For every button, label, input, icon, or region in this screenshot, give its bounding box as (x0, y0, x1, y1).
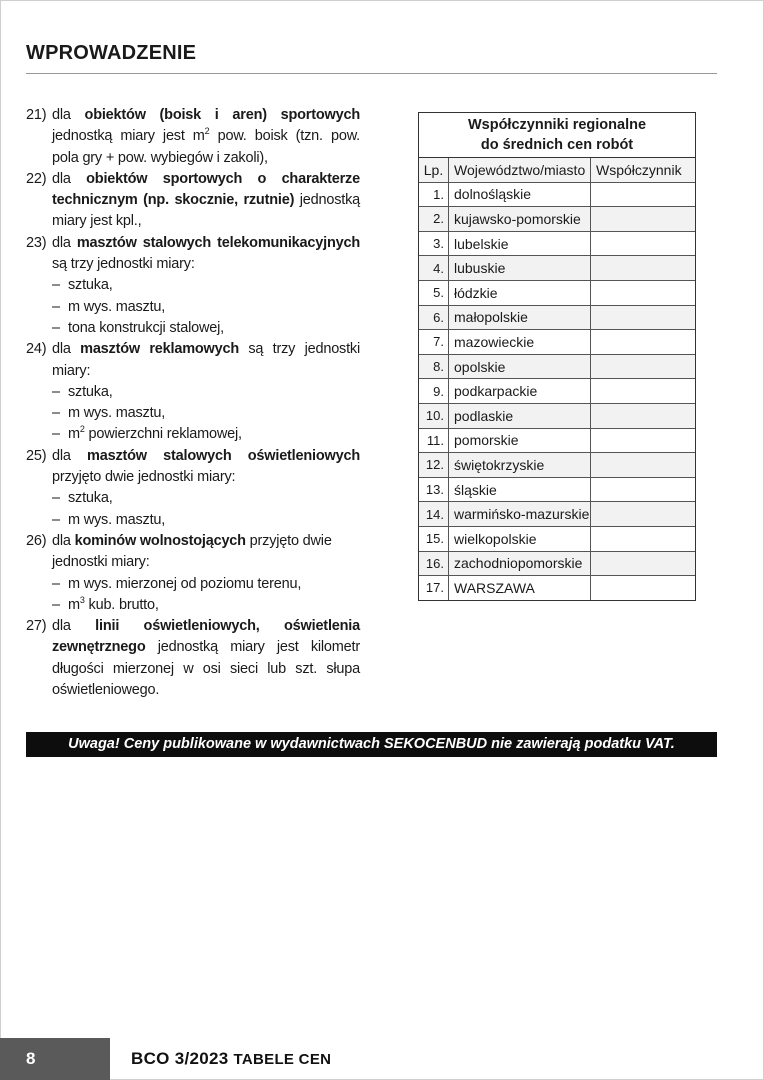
row-number: 3. (419, 231, 449, 256)
footer-publication (131, 1049, 331, 1069)
item-text: dla kominów wolnostojących przyjęto dwie jednostki miary: (52, 532, 332, 571)
footer-page-tab (0, 1038, 110, 1080)
item-text: dla masztów stalowych telekomunikacyjnych są trzy jednostki miary: (52, 234, 360, 273)
row-number: 11. (419, 428, 449, 453)
item-number: 27) (26, 618, 47, 635)
region-name: pomorskie (449, 428, 591, 453)
list-item-27 (26, 616, 360, 701)
table-row (419, 280, 695, 305)
row-number: 17. (419, 576, 449, 600)
units-list (26, 105, 360, 701)
coefficient-cell (591, 280, 696, 305)
coefficient-cell (591, 576, 696, 600)
vat-notice: Uwaga! Ceny publikowane w wydawnictwach SEKOCENBUD nie zawierają podatku VAT. (26, 732, 717, 757)
table-row (419, 207, 695, 232)
region-name: podkarpackie (449, 379, 591, 404)
item-text: dla masztów stalowych oświetleniowych przyjęto dwie jednostki miary: (52, 447, 360, 486)
coefficient-cell (591, 403, 696, 428)
row-number: 12. (419, 453, 449, 478)
table-row (419, 576, 695, 600)
row-number: 7. (419, 330, 449, 355)
region-name: świętokrzyskie (449, 453, 591, 478)
item-text: dla obiektów (boisk i aren) sportowych jednostką miary jest $m^2$ pow. boisk (tzn. pow. pola gry + pow. wybiegów i zakoli), (52, 107, 361, 166)
regional-coefficients-table (418, 112, 696, 601)
sub-item: – m wys. masztu, (52, 511, 166, 528)
table-row (419, 453, 695, 478)
header-divider (26, 73, 717, 74)
item-number: 26) (26, 532, 47, 549)
region-name: wielkopolskie (449, 526, 591, 551)
coefficient-cell (591, 477, 696, 502)
coefficient-cell (591, 207, 696, 232)
row-number: 9. (419, 379, 449, 404)
table-row (419, 403, 695, 428)
row-number: 15. (419, 526, 449, 551)
table-row (419, 182, 695, 207)
sub-item: – m wys. masztu, (52, 405, 166, 422)
row-number: 1. (419, 182, 449, 207)
region-name: lubuskie (449, 256, 591, 281)
coefficient-cell (591, 526, 696, 551)
item-number: 22) (26, 170, 47, 187)
item-number: 25) (26, 447, 47, 464)
table-row (419, 428, 695, 453)
table-row (419, 477, 695, 502)
row-number: 13. (419, 477, 449, 502)
row-number: 5. (419, 280, 449, 305)
coefficient-cell (591, 182, 696, 207)
coefficient-cell (591, 231, 696, 256)
coefficients-grid (419, 158, 695, 600)
table-row (419, 379, 695, 404)
coefficient-cell (591, 379, 696, 404)
coefficient-cell (591, 330, 696, 355)
column-header-lp: Lp. (419, 158, 449, 182)
list-item-25 (26, 446, 360, 489)
item-number: 21) (26, 107, 47, 123)
column-header-region: Województwo/miasto (449, 158, 591, 182)
sub-item: – m wys. masztu, (52, 298, 166, 315)
table-row (419, 330, 695, 355)
list-item-23 (26, 233, 360, 276)
list-item-21 (26, 105, 360, 169)
item-text: dla obiektów sportowych o charakterze technicznym (np. skocznie, rzutnie) jednostką miary jest kpl., (52, 170, 360, 230)
item-number: 24) (26, 341, 47, 358)
sub-item: – sztuka, (52, 383, 113, 400)
item-text: dla masztów reklamowych są trzy jednostki miary: (52, 341, 361, 379)
row-number: 10. (419, 403, 449, 428)
coefficient-cell (591, 502, 696, 527)
region-name: kujawsko-pomorskie (449, 207, 591, 232)
coefficient-cell (591, 354, 696, 379)
region-name: WARSZAWA (449, 576, 591, 600)
row-number: 14. (419, 502, 449, 527)
list-item-26 (26, 531, 360, 574)
list-item-24 (26, 339, 360, 382)
region-name: podlaskie (449, 403, 591, 428)
table-row (419, 526, 695, 551)
region-name: łódzkie (449, 280, 591, 305)
row-number: 6. (419, 305, 449, 330)
page-number: 8 (26, 1049, 36, 1068)
region-name: zachodniopomorskie (449, 551, 591, 576)
region-name: opolskie (449, 354, 591, 379)
sub-item: – tona konstrukcji stalowej, (52, 319, 224, 336)
item-number: 23) (26, 234, 47, 251)
coefficient-cell (591, 305, 696, 330)
coefficient-cell (591, 428, 696, 453)
region-name: śląskie (449, 477, 591, 502)
table-title: Współczynniki regionalne do średnich cen robót (419, 113, 695, 158)
region-name: mazowieckie (449, 330, 591, 355)
region-name: lubelskie (449, 231, 591, 256)
list-item-22 (26, 169, 360, 233)
coefficient-cell (591, 453, 696, 478)
column-header-coefficient: Współczynnik (591, 158, 696, 182)
region-name: warmińsko-mazurskie (449, 502, 591, 527)
table-row (419, 305, 695, 330)
publication-title: BCO 3/2023 (131, 1049, 229, 1068)
sub-item: – $m^2$ powierzchni reklamowej, (52, 424, 242, 443)
table-row (419, 231, 695, 256)
section-title: TABELE CEN (233, 1051, 332, 1068)
sub-item: – m wys. mierzonej od poziomu terenu, (52, 575, 302, 592)
row-number: 16. (419, 551, 449, 576)
table-row (419, 551, 695, 576)
row-number: 2. (419, 207, 449, 232)
table-row (419, 502, 695, 527)
table-header-row (419, 158, 695, 182)
table-row (419, 354, 695, 379)
row-number: 4. (419, 256, 449, 281)
sub-item: – sztuka, (52, 277, 113, 294)
item-text: dla linii oświetleniowych, oświetlenia zewnętrznego jednostką miary jest kilometr długości mierzonej w osi sieci lub szt. słupa oświetleniowego. (52, 618, 360, 699)
table-row (419, 256, 695, 281)
sub-item: – $m^3$ kub. brutto, (52, 595, 159, 613)
sub-item: – sztuka, (52, 490, 113, 507)
row-number: 8. (419, 354, 449, 379)
region-name: małopolskie (449, 305, 591, 330)
region-name: dolnośląskie (449, 182, 591, 207)
page-title: WPROWADZENIE (26, 42, 197, 64)
coefficient-cell (591, 256, 696, 281)
coefficient-cell (591, 551, 696, 576)
